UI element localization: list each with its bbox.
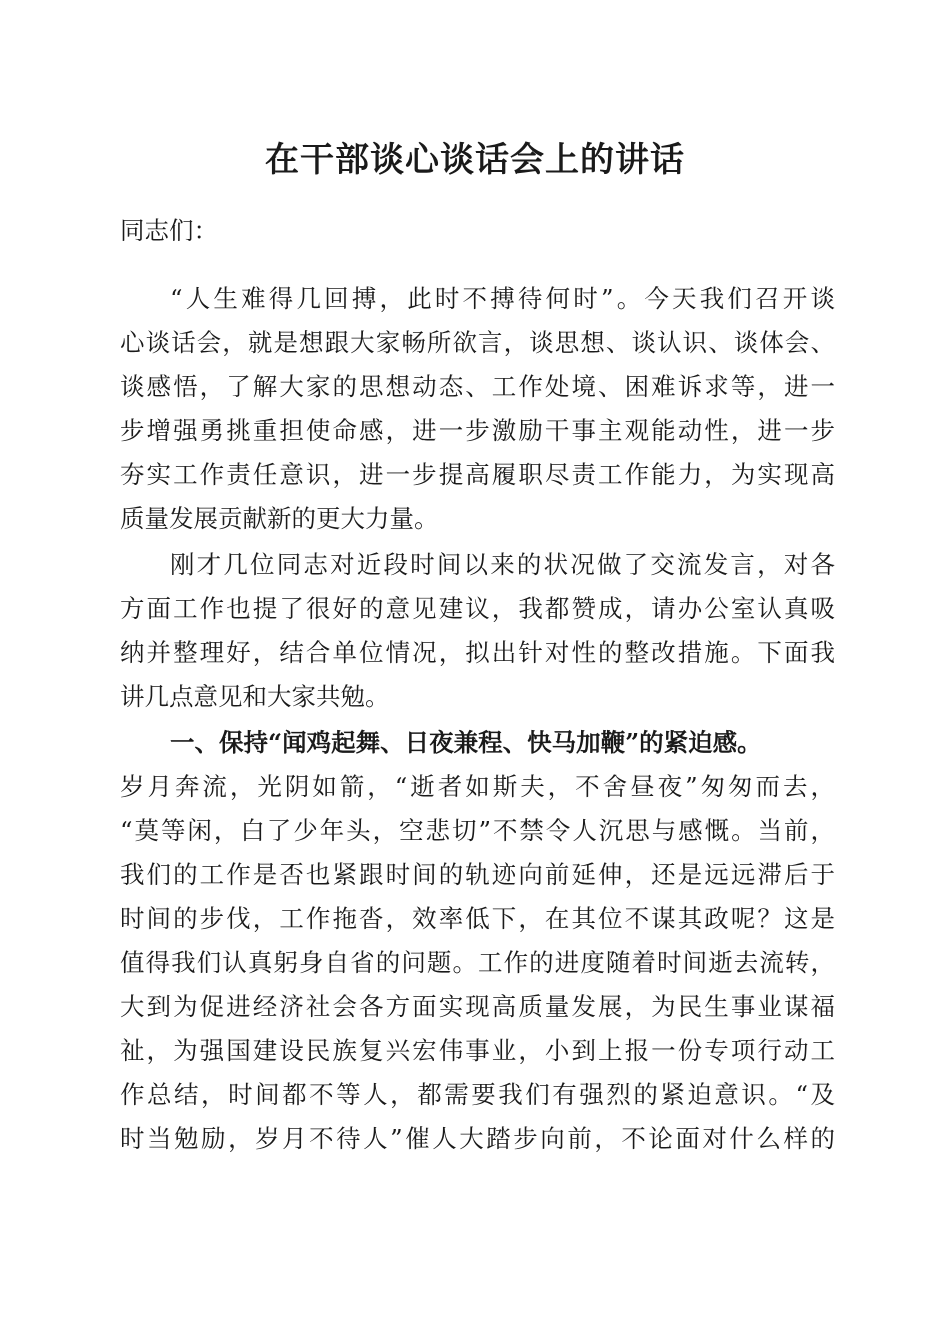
paragraph-2-line-2: 方面工作也提了很好的意见建议，我都赞成，请办公室认真吸 — [120, 594, 835, 623]
paragraph-1-line-4: 步增强勇挑重担使命感，进一步激励干事主观能动性，进一步 — [120, 416, 835, 445]
paragraph-3-line-7: 祉，为强国建设民族复兴宏伟事业，小到上报一份专项行动工 — [120, 1036, 835, 1065]
salutation: 同志们： — [120, 216, 218, 245]
paragraph-3-line-8: 作总结，时间都不等人，都需要我们有强烈的紧迫意识。“及 — [120, 1080, 835, 1109]
document-title: 在干部谈心谈话会上的讲话 — [265, 140, 685, 180]
paragraph-3-line-4: 时间的步伐，工作拖沓，效率低下，在其位不谋其政呢？这是 — [120, 904, 835, 933]
paragraph-2-line-3: 纳并整理好，结合单位情况，拟出针对性的整改措施。下面我 — [120, 638, 835, 667]
paragraph-3-line-5: 值得我们认真躬身自省的问题。工作的进度随着时间逝去流转， — [120, 948, 835, 977]
paragraph-3-line-2: “莫等闲，白了少年头，空悲切”不禁令人沉思与感慨。当前， — [120, 816, 835, 845]
paragraph-1-line-2: 心谈话会，就是想跟大家畅所欲言，谈思想、谈认识、谈体会、 — [120, 328, 835, 357]
paragraph-3-line-1: 岁月奔流，光阴如箭，“逝者如斯夫，不舍昼夜”匆匆而去， — [120, 772, 835, 801]
paragraph-3-line-3: 我们的工作是否也紧跟时间的轨迹向前延伸，还是远远滞后于 — [120, 860, 835, 889]
paragraph-2-line-1: 刚才几位同志对近段时间以来的状况做了交流发言，对各 — [170, 550, 835, 579]
section-heading-1: 一、保持“闻鸡起舞、日夜兼程、快马加鞭”的紧迫感。 — [170, 728, 762, 757]
paragraph-1-line-5: 夯实工作责任意识，进一步提高履职尽责工作能力，为实现高 — [120, 460, 835, 489]
paragraph-1-line-1: “人生难得几回搏，此时不搏待何时”。今天我们召开谈 — [170, 284, 835, 313]
paragraph-3-line-6: 大到为促进经济社会各方面实现高质量发展，为民生事业谋福 — [120, 992, 835, 1021]
paragraph-1-line-6: 质量发展贡献新的更大力量。 — [120, 504, 439, 533]
paragraph-1-line-3: 谈感悟，了解大家的思想动态、工作处境、困难诉求等，进一 — [120, 372, 835, 401]
paragraph-2-line-4: 讲几点意见和大家共勉。 — [120, 682, 390, 711]
paragraph-3-line-9: 时当勉励，岁月不待人”催人大踏步向前，不论面对什么样的 — [120, 1124, 835, 1153]
